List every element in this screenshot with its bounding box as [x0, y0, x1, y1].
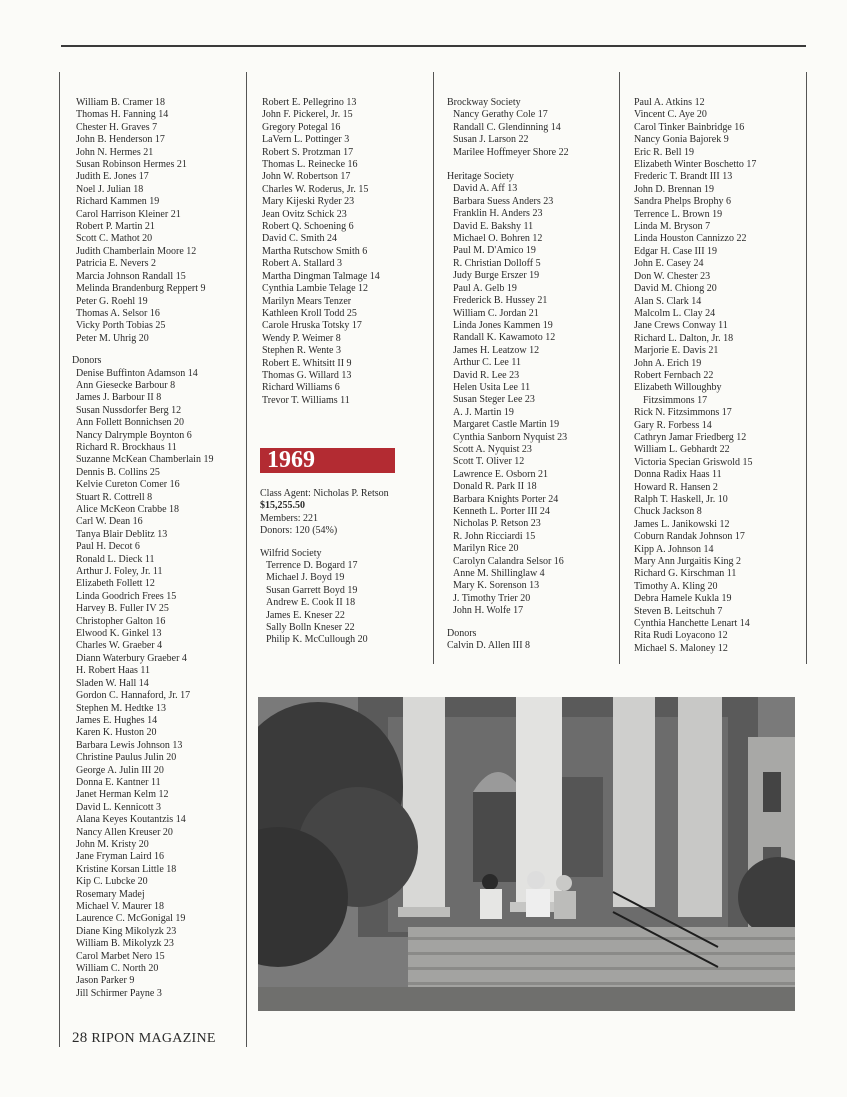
list-item: Arthur C. Lee 11 — [453, 357, 521, 369]
list-item: Elizabeth Willoughby — [634, 382, 722, 394]
list-item: Patricia E. Nevers 2 — [76, 258, 156, 270]
list-item: Stephen M. Hedtke 13 — [76, 702, 166, 714]
list-item: Trevor T. Williams 11 — [262, 394, 350, 406]
list-item: Stuart R. Cottrell 8 — [76, 491, 153, 503]
list-item: Terrence D. Bogard 17 — [266, 560, 358, 572]
list-item: Ronald L. Dieck 11 — [76, 553, 155, 565]
list-item: Sladen W. Hall 14 — [76, 677, 149, 689]
list-item: Michael O. Bohren 12 — [453, 233, 543, 245]
list-item: Kelvie Cureton Comer 16 — [76, 479, 180, 491]
list-item: Howard R. Hansen 2 — [634, 481, 718, 493]
list-item: Christopher Galton 16 — [76, 615, 166, 627]
list-item: Don W. Chester 23 — [634, 270, 711, 282]
column-divider — [59, 72, 60, 1047]
list-item: Helen Usita Lee 11 — [453, 381, 531, 393]
list-item: Malcolm L. Clay 24 — [634, 307, 716, 319]
list-item: Cynthia Sanborn Nyquist 23 — [453, 431, 568, 443]
list-item: Richard R. Brockhaus 11 — [76, 441, 177, 453]
list-item: Elizabeth Follett 12 — [76, 578, 155, 590]
name-list — [262, 97, 380, 407]
list-item: David C. Smith 24 — [262, 233, 338, 245]
list-item: Margaret Castle Martin 19 — [453, 419, 560, 431]
list-item: Ann Follett Bonnichsen 20 — [76, 417, 185, 429]
list-item: Noel J. Julian 18 — [76, 183, 144, 195]
column-3 — [447, 97, 569, 652]
list-item: Robert A. Stallard 3 — [262, 258, 342, 270]
list-item: Alan S. Clark 14 — [634, 295, 702, 307]
list-item: A. J. Martin 19 — [453, 406, 514, 418]
list-item: Robert P. Martin 21 — [76, 221, 155, 233]
list-item: Vicky Porth Tobias 25 — [76, 320, 166, 332]
list-item: Gary R. Forbess 14 — [634, 419, 712, 431]
list-item: Elwood K. Ginkel 13 — [76, 628, 162, 640]
list-item: Thomas G. Willard 13 — [262, 369, 352, 381]
list-item: Judith Chamberlain Moore 12 — [76, 245, 197, 257]
list-item: Judith E. Jones 17 — [76, 171, 149, 183]
list-item: Mary K. Sorenson 13 — [453, 580, 540, 592]
list-item: Karen K. Huston 20 — [76, 727, 157, 739]
list-item: Alana Keyes Koutantzis 14 — [76, 814, 186, 826]
list-item: Kipp A. Johnson 14 — [634, 543, 714, 555]
wilfrid-heading: Wilfrid Society — [260, 547, 322, 559]
list-item: Martha Rutschow Smith 6 — [262, 245, 368, 257]
list-item: David R. Lee 23 — [453, 369, 520, 381]
page-number: 28 — [72, 1030, 88, 1046]
list-item: Nancy Gonia Bajorek 9 — [634, 134, 729, 146]
donors-heading: Donors — [72, 355, 102, 367]
list-item: Carl W. Dean 16 — [76, 516, 143, 528]
list-item: Barbara Suess Anders 23 — [453, 195, 554, 207]
list-item: Donna Radix Haas 11 — [634, 469, 722, 481]
list-item: David M. Chiong 20 — [634, 283, 717, 295]
list-item: Diane King Mikolyzk 23 — [76, 925, 177, 937]
list-item: Thomas A. Selsor 16 — [76, 307, 160, 319]
page-footer — [72, 1030, 216, 1047]
list-item: Marjorie E. Davis 21 — [634, 345, 719, 357]
list-item: Stephen R. Wente 3 — [262, 345, 341, 357]
column-divider — [433, 72, 434, 664]
name-list — [447, 640, 569, 652]
list-item: Chester H. Graves 7 — [76, 121, 158, 133]
list-item: Scott C. Mathot 20 — [76, 233, 153, 245]
name-list — [634, 407, 756, 655]
list-item: Steven B. Leitschuh 7 — [634, 605, 723, 617]
list-item: Susan Garrett Boyd 19 — [266, 584, 358, 596]
list-item: R. Christian Dolloff 5 — [453, 257, 541, 269]
brockway-heading: Brockway Society — [447, 97, 521, 108]
name-list — [447, 109, 569, 159]
members-count: Members: 221 — [260, 512, 319, 524]
class-1969-summary — [260, 488, 389, 647]
list-item: Nancy Gerathy Cole 17 — [453, 109, 548, 121]
list-item: William L. Gebhardt 22 — [634, 444, 730, 456]
list-item: John F. Pickerel, Jr. 15 — [262, 109, 353, 121]
list-item: John H. Wolfe 17 — [453, 605, 524, 617]
list-item: Arthur J. Foley, Jr. 11 — [76, 566, 163, 578]
list-item: Linda M. Bryson 7 — [634, 221, 711, 233]
list-item: Michael S. Maloney 12 — [634, 642, 728, 654]
list-item: Alice McKeon Crabbe 18 — [76, 504, 180, 515]
list-item: R. John Ricciardi 15 — [453, 530, 536, 542]
list-item: Nancy Dalrymple Boynton 6 — [76, 429, 192, 441]
list-item: Nicholas P. Retson 23 — [453, 518, 541, 530]
list-item: Debra Hamele Kukla 19 — [634, 593, 732, 605]
list-item: Kathleen Kroll Todd 25 — [262, 307, 357, 319]
year-label: 1969 — [267, 447, 315, 473]
list-item: Barbara Lewis Johnson 13 — [76, 739, 183, 751]
list-item: Chuck Jackson 8 — [634, 506, 702, 518]
list-item: Paul H. Decot 6 — [76, 541, 140, 553]
list-item: Cynthia Hanchette Lenart 14 — [634, 618, 750, 630]
list-item: Sally Bolln Kneser 22 — [266, 622, 355, 634]
list-item: Andrew E. Cook II 18 — [266, 597, 356, 609]
list-item: Janet Herman Kelm 12 — [76, 789, 169, 801]
list-item: James L. Janikowski 12 — [634, 518, 730, 530]
donors-heading: Donors — [447, 627, 477, 639]
list-item: Carole Hruska Totsky 17 — [262, 320, 362, 332]
name-list — [447, 183, 569, 617]
list-item: Linda Jones Kammen 19 — [453, 319, 553, 331]
list-item: Cynthia Lambie Telage 12 — [262, 283, 369, 295]
name-list — [76, 97, 213, 345]
list-item: Nancy Allen Kreuser 20 — [76, 826, 173, 838]
list-item: Marilyn Rice 20 — [453, 543, 519, 555]
list-item: Michael J. Boyd 19 — [266, 572, 345, 584]
list-item: Vincent C. Aye 20 — [634, 109, 707, 121]
list-item: Robert Q. Schoening 6 — [262, 221, 354, 233]
list-item: Elizabeth Winter Boschetto 17 — [634, 159, 757, 171]
list-item: Richard L. Dalton, Jr. 18 — [634, 332, 734, 344]
list-item: Judy Burge Erszer 19 — [453, 270, 540, 282]
list-item: Coburn Randak Johnson 17 — [634, 531, 745, 543]
list-item: Marcia Johnson Randall 15 — [76, 270, 186, 282]
list-item: Frederic T. Brandt III 13 — [634, 171, 733, 183]
list-item: Scott A. Nyquist 23 — [453, 443, 532, 455]
list-item: James J. Barbour II 8 — [76, 392, 162, 404]
list-item: Ann Giesecke Barbour 8 — [76, 379, 176, 391]
heritage-heading: Heritage Society — [447, 171, 514, 183]
list-item: Dennis B. Collins 25 — [76, 466, 160, 478]
list-item: Susan Nussdorfer Berg 12 — [76, 404, 182, 416]
list-item: Mary Kijeski Ryder 23 — [262, 196, 355, 208]
list-item: John N. Hermes 21 — [76, 146, 154, 158]
list-item: J. Timothy Trier 20 — [453, 592, 531, 604]
column-4 — [634, 97, 756, 655]
list-item: Carol Tinker Bainbridge 16 — [634, 121, 745, 133]
list-item: Terrence L. Brown 19 — [634, 208, 723, 220]
list-item: Philip K. McCullough 20 — [266, 634, 368, 646]
column-1 — [72, 97, 214, 1000]
column-divider — [619, 72, 620, 664]
list-item: Donna E. Kantner 11 — [76, 776, 161, 788]
list-item: Randall K. Kawamoto 12 — [453, 332, 556, 344]
list-item: Gordon C. Hannaford, Jr. 17 — [76, 690, 191, 702]
list-item: Paul A. Gelb 19 — [453, 282, 517, 294]
list-item: Mary Ann Jurgaitis King 2 — [634, 556, 742, 568]
campus-photo — [258, 697, 795, 1011]
list-item: Linda Houston Cannizzo 22 — [634, 233, 747, 245]
list-item: William C. Jordan 21 — [453, 307, 539, 319]
list-item: William B. Cramer 18 — [76, 97, 166, 108]
list-item: Carolyn Calandra Selsor 16 — [453, 555, 564, 567]
list-item: Jane Fryman Laird 16 — [76, 851, 165, 863]
list-item: James E. Hughes 14 — [76, 714, 158, 726]
top-rule — [61, 45, 806, 47]
list-item: Robert E. Whitsitt II 9 — [262, 357, 352, 369]
list-item: Wendy P. Weimer 8 — [262, 332, 341, 344]
column-divider — [806, 72, 807, 664]
list-item: Michael V. Maurer 18 — [76, 901, 164, 912]
list-item: Harvey B. Fuller IV 25 — [76, 603, 169, 615]
list-item: John A. Erich 19 — [634, 357, 702, 369]
list-item: Tanya Blair Deblitz 13 — [76, 528, 168, 540]
list-item: H. Robert Haas 11 — [76, 665, 151, 677]
list-item: Carol Harrison Kleiner 21 — [76, 208, 181, 220]
list-item: Richard Kammen 19 — [76, 196, 160, 208]
list-item: Robert S. Protzman 17 — [262, 146, 354, 158]
list-item: Kenneth L. Porter III 24 — [453, 506, 550, 517]
list-item: Thomas L. Reinecke 16 — [262, 159, 358, 171]
list-item: Christine Paulus Julin 20 — [76, 752, 177, 764]
name-list — [76, 368, 213, 1001]
list-item: Victoria Specian Griswold 15 — [634, 456, 753, 468]
name-continuation: Fitzsimmons 17 — [643, 394, 708, 406]
list-item: John E. Casey 24 — [634, 258, 704, 270]
list-item: Frederick B. Hussey 21 — [453, 295, 548, 307]
list-item: Diann Waterbury Graeber 4 — [76, 652, 187, 664]
list-item: John B. Henderson 17 — [76, 134, 165, 146]
list-item: Jean Ovitz Schick 23 — [262, 208, 347, 220]
list-item: Donald R. Park II 18 — [453, 481, 537, 493]
list-item: Susan J. Larson 22 — [453, 134, 529, 146]
list-item: William C. North 20 — [76, 963, 159, 975]
list-item: Anne M. Shillinglaw 4 — [453, 568, 545, 580]
name-list — [260, 560, 389, 647]
class-agent: Class Agent: Nicholas P. Retson — [260, 488, 389, 499]
list-item: Paul A. Atkins 12 — [634, 97, 705, 108]
list-item: Paul M. D'Amico 19 — [453, 245, 536, 257]
year-banner — [260, 448, 395, 473]
list-item: Melinda Brandenburg Reppert 9 — [76, 283, 206, 295]
list-item: Rita Rudi Loyacono 12 — [634, 630, 728, 642]
list-item: Rick N. Fitzsimmons 17 — [634, 407, 732, 419]
list-item: Carol Marbet Nero 15 — [76, 950, 165, 962]
list-item: George A. Julin III 20 — [76, 764, 164, 776]
list-item: Calvin D. Allen III 8 — [447, 640, 531, 652]
list-item: John W. Robertson 17 — [262, 171, 351, 183]
list-item: Barbara Knights Porter 24 — [453, 493, 559, 505]
list-item: Cathryn Jamar Friedberg 12 — [634, 431, 747, 443]
list-item: Edgar H. Case III 19 — [634, 245, 718, 257]
list-item: Denise Buffinton Adamson 14 — [76, 367, 198, 379]
list-item: Timothy A. Kling 20 — [634, 580, 718, 592]
list-item: Lawrence E. Osborn 21 — [453, 468, 548, 480]
list-item: John M. Kristy 20 — [76, 838, 149, 850]
list-item: Randall C. Glendinning 14 — [453, 121, 561, 133]
list-item: Kip C. Lubcke 20 — [76, 876, 148, 888]
list-item: Eric R. Bell 19 — [634, 146, 694, 158]
list-item: David L. Kennicott 3 — [76, 801, 161, 813]
list-item: Richard G. Kirschman 11 — [634, 568, 737, 580]
list-item: Susan Robinson Hermes 21 — [76, 159, 187, 171]
list-item: Ralph T. Haskell, Jr. 10 — [634, 494, 728, 505]
donors-count: Donors: 120 (54%) — [260, 525, 338, 537]
list-item: William B. Mikolyzk 23 — [76, 938, 174, 950]
list-item: David A. Aff 13 — [453, 183, 518, 195]
list-item: Charles W. Roderus, Jr. 15 — [262, 183, 369, 195]
list-item: Jane Crews Conway 11 — [634, 320, 728, 332]
list-item: Susan Steger Lee 23 — [453, 394, 535, 406]
total-amount: $15,255.50 — [260, 500, 305, 512]
list-item: LaVern L. Pottinger 3 — [262, 134, 350, 146]
list-item: Thomas H. Fanning 14 — [76, 109, 169, 121]
list-item: Linda Goodrich Frees 15 — [76, 590, 177, 602]
list-item: David E. Bakshy 11 — [453, 220, 534, 232]
column-divider — [246, 72, 247, 1047]
list-item: Martha Dingman Talmage 14 — [262, 270, 380, 282]
list-item: Rosemary Madej — [76, 888, 145, 900]
list-item: Marilyn Mears Tenzer — [262, 295, 352, 307]
column-2 — [262, 97, 380, 407]
list-item: Robert E. Pellegrino 13 — [262, 97, 357, 108]
list-item: James H. Leatzow 12 — [453, 344, 540, 356]
list-item: Jill Schirmer Payne 3 — [76, 987, 162, 999]
list-item: Laurence C. McGonigal 19 — [76, 913, 186, 925]
list-item: Peter G. Roehl 19 — [76, 295, 148, 307]
list-item: Franklin H. Anders 23 — [453, 208, 543, 220]
list-item: Scott T. Oliver 12 — [453, 456, 525, 468]
list-item: Charles W. Graeber 4 — [76, 640, 163, 652]
list-item: Peter M. Uhrig 20 — [76, 332, 149, 344]
list-item: Robert Fernbach 22 — [634, 369, 714, 381]
list-item: Sandra Phelps Brophy 6 — [634, 196, 731, 208]
list-item: John D. Brennan 19 — [634, 183, 714, 195]
list-item: James E. Kneser 22 — [266, 609, 345, 621]
list-item: Suzanne McKean Chamberlain 19 — [76, 454, 214, 466]
magazine-title: RIPON MAGAZINE — [91, 1031, 216, 1046]
list-item: Gregory Potegal 16 — [262, 121, 341, 133]
list-item: Jason Parker 9 — [76, 975, 135, 987]
list-item: Marilee Hoffmeyer Shore 22 — [453, 146, 569, 158]
list-item: Richard Williams 6 — [262, 382, 340, 394]
name-list — [634, 97, 756, 395]
list-item: Kristine Korsan Little 18 — [76, 863, 177, 875]
